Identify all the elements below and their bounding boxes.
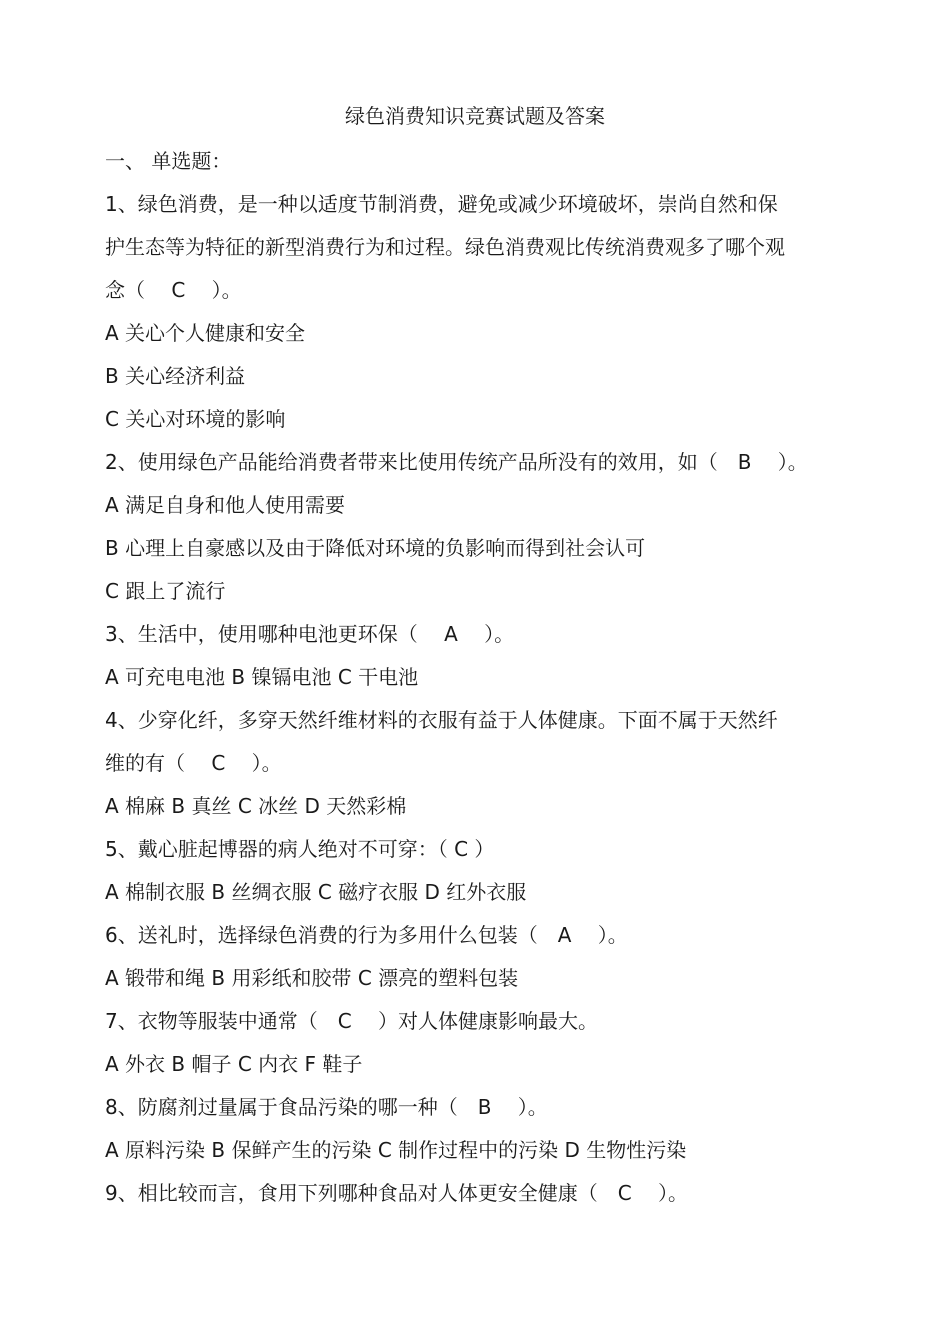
question-4-line-1: 4、少穿化纤，多穿天然纤维材料的衣服有益于人体健康。下面不属于天然纤 bbox=[105, 708, 778, 732]
question-4-options: A 棉麻 B 真丝 C 冰丝 D 天然彩棉 bbox=[105, 794, 407, 818]
question-8: 8、防腐剂过量属于食品污染的哪一种（ B ）。 bbox=[105, 1095, 548, 1119]
question-5-options: A 棉制衣服 B 丝绸衣服 C 磁疗衣服 D 红外衣服 bbox=[105, 880, 527, 904]
question-2-option-c: C 跟上了流行 bbox=[105, 579, 226, 603]
question-9: 9、相比较而言，食用下列哪种食品对人体更安全健康（ C ）。 bbox=[105, 1181, 689, 1205]
question-1-line-2: 护生态等为特征的新型消费行为和过程。绿色消费观比传统消费观多了哪个观 bbox=[105, 235, 785, 259]
question-7-options: A 外衣 B 帽子 C 内衣 F 鞋子 bbox=[105, 1052, 363, 1076]
question-7: 7、衣物等服装中通常（ C ）对人体健康影响最大。 bbox=[105, 1009, 599, 1033]
question-8-options: A 原料污染 B 保鲜产生的污染 C 制作过程中的污染 D 生物性污染 bbox=[105, 1138, 687, 1162]
question-6-options: A 锻带和绳 B 用彩纸和胶带 C 漂亮的塑料包装 bbox=[105, 966, 519, 990]
question-2-option-a: A 满足自身和他人使用需要 bbox=[105, 493, 346, 517]
question-1-option-b: B 关心经济利益 bbox=[105, 364, 246, 388]
question-1-line-3: 念（ C ）。 bbox=[105, 278, 242, 302]
question-3-options: A 可充电电池 B 镍镉电池 C 干电池 bbox=[105, 665, 419, 689]
question-1-option-a: A 关心个人健康和安全 bbox=[105, 321, 306, 345]
question-3: 3、生活中，使用哪种电池更环保（ A ）。 bbox=[105, 622, 515, 646]
question-4-line-2: 维的有（ C ）。 bbox=[105, 751, 282, 775]
question-1-option-c: C 关心对环境的影响 bbox=[105, 407, 286, 431]
question-5: 5、戴心脏起博器的病人绝对不可穿：（ C ） bbox=[105, 837, 495, 861]
document-title: 绿色消费知识竞赛试题及答案 bbox=[345, 104, 605, 128]
question-6: 6、送礼时，选择绿色消费的行为多用什么包装（ A ）。 bbox=[105, 923, 628, 947]
question-1-line-1: 1、绿色消费，是一种以适度节制消费，避免或减少环境破坏，崇尚自然和保 bbox=[105, 192, 778, 216]
question-2: 2、使用绿色产品能给消费者带来比使用传统产品所没有的效用，如（ B ）。 bbox=[105, 450, 808, 474]
question-2-option-b: B 心理上自豪感以及由于降低对环境的负影响而得到社会认可 bbox=[105, 536, 646, 560]
section-heading: 一、 单选题： bbox=[105, 149, 232, 173]
